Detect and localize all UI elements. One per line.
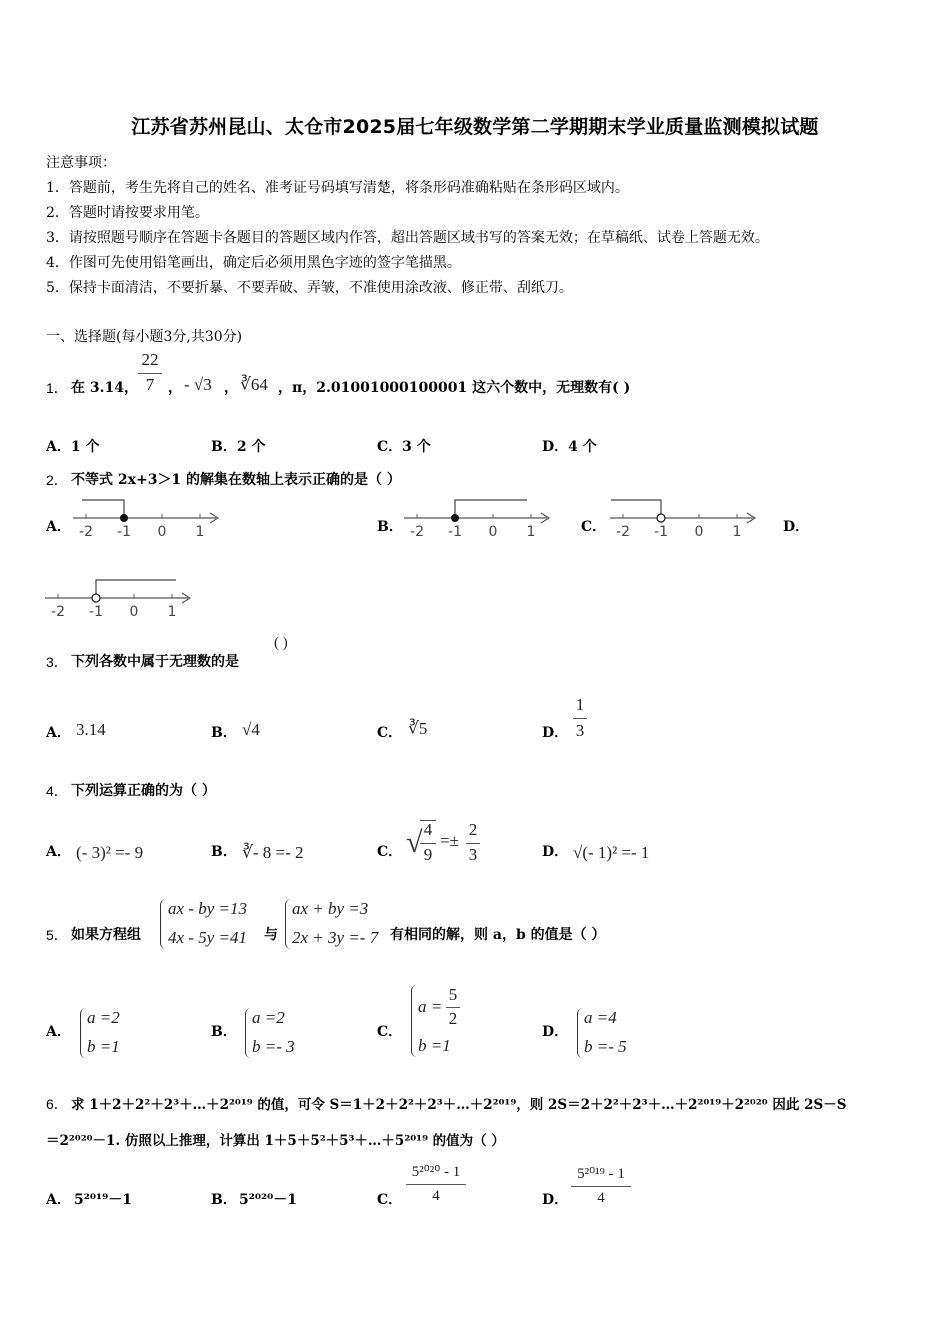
q1-frac-den: 7 — [145, 375, 155, 394]
note-item-5: 5．保持卡面清洁，不要折暴、不要弄破、弄皱，不准使用涂改液、修正带、刮纸刀。 — [46, 280, 573, 296]
tick-label: 1 — [732, 524, 742, 540]
question-number: 3． — [46, 654, 68, 670]
fraction-bar — [138, 373, 162, 374]
q5-option-c-top[interactable]: a = — [418, 997, 443, 1016]
tick-label: -2 — [410, 524, 424, 540]
q3-option-d-label[interactable]: D． — [542, 725, 569, 741]
q1-lead: 在 3.14， — [71, 380, 138, 396]
number-line-a — [68, 494, 228, 542]
q4-option-d[interactable]: √(- 1)² =- 1 — [573, 843, 650, 862]
tick-label: 1 — [167, 604, 177, 620]
q6-line2: ＝2²⁰²⁰－1. 仿照以上推理，计算出 1＋5＋5²＋5³＋…＋5²⁰¹⁹ 的值为（ ） — [46, 1133, 505, 1149]
q6-option-a-label[interactable]: A． — [46, 1192, 71, 1208]
q1-option-d[interactable]: D．4 个 — [542, 439, 597, 455]
q6-option-d-num[interactable]: 5²⁰¹⁹ - 1 — [577, 1166, 625, 1182]
page-title: 江苏省苏州昆山、太仓市2025届七年级数学第二学期期末学业质量监测模拟试题 — [131, 116, 819, 138]
q5-option-a-line1[interactable]: a =2 — [87, 1008, 120, 1027]
tick-label: 0 — [129, 604, 139, 620]
q5-lead: 如果方程组 — [71, 927, 141, 943]
q5-option-b-label[interactable]: B． — [211, 1024, 237, 1040]
q1-sep1: ， — [168, 380, 182, 396]
tick-label: 0 — [488, 524, 498, 540]
q6-option-a[interactable]: 5²⁰¹⁹－1 — [74, 1192, 133, 1208]
q5-option-c-bottom[interactable]: b =1 — [418, 1036, 451, 1055]
notes-heading: 注意事项： — [46, 155, 116, 171]
q5-mid: 与 — [264, 927, 278, 943]
q4-option-c-right-num[interactable]: 2 — [468, 820, 478, 839]
q3-option-c-label[interactable]: C． — [377, 725, 403, 741]
tick-label: -1 — [89, 604, 103, 620]
tick-label: -2 — [79, 524, 93, 540]
q5-sys1-eq1: ax - by =13 — [168, 899, 247, 918]
tick-label: -1 — [654, 524, 668, 540]
q5-option-b-line1[interactable]: a =2 — [252, 1008, 285, 1027]
q4-option-c-left-den[interactable]: 9 — [423, 845, 433, 864]
number-line-c — [605, 494, 765, 542]
q2-text: 不等式 2x+3＞1 的解集在数轴上表示正确的是（ ） — [71, 472, 401, 488]
q5-sys2-eq2: 2x + 3y =- 7 — [292, 928, 379, 947]
q3-text: 下列各数中属于无理数的是 — [71, 654, 239, 670]
system-brace — [80, 1008, 87, 1058]
fraction-bar — [573, 718, 587, 719]
q1-sep2: ， — [224, 380, 238, 396]
q2-option-c-label[interactable]: C． — [581, 519, 607, 535]
q4-option-d-label[interactable]: D． — [542, 844, 569, 860]
q5-option-c-den[interactable]: 2 — [448, 1009, 458, 1028]
system-brace — [285, 899, 292, 949]
q4-option-c-label[interactable]: C． — [377, 844, 403, 860]
q4-option-b[interactable]: ∛- 8 =- 2 — [242, 843, 304, 862]
q5-option-d-label[interactable]: D． — [542, 1024, 569, 1040]
system-brace — [245, 1008, 252, 1058]
q6-option-c-num[interactable]: 5²⁰²⁰ - 1 — [411, 1164, 461, 1180]
q5-sys1-eq2: 4x - 5y =41 — [168, 928, 247, 947]
q5-tail: 有相同的解，则 a，b 的值是（ ） — [390, 927, 606, 943]
q3-option-b[interactable]: √4 — [242, 720, 260, 739]
question-number: 1． — [46, 380, 68, 396]
fraction-bar — [571, 1186, 631, 1187]
q6-option-d-den[interactable]: 4 — [597, 1190, 605, 1206]
note-item-4: 4．作图可先使用铅笔画出，确定后必须用黑色字迹的签字笔描黑。 — [46, 255, 461, 271]
system-brace — [160, 899, 167, 949]
system-brace — [577, 1008, 584, 1058]
q1-neg-sqrt: - √3 — [184, 375, 212, 394]
q5-option-b-line2[interactable]: b =- 3 — [252, 1037, 295, 1056]
q3-option-b-label[interactable]: B． — [211, 725, 237, 741]
tick-label: -2 — [616, 524, 630, 540]
q4-option-c-right-den[interactable]: 3 — [468, 845, 478, 864]
q3-option-d-den[interactable]: 3 — [575, 721, 585, 740]
sqrt-sign: √ — [406, 826, 423, 859]
q6-option-b-label[interactable]: B． — [211, 1192, 237, 1208]
q1-tail: ，π，2.01001000100001 这六个数中，无理数有( ) — [278, 380, 631, 396]
question-number: 6． — [46, 1096, 68, 1112]
question-number: 4． — [46, 783, 68, 799]
q4-option-a-label[interactable]: A． — [46, 844, 71, 860]
q1-cbrt: ∛64 — [240, 375, 268, 394]
q2-option-b-label[interactable]: B． — [377, 519, 403, 535]
q2-option-d-label[interactable]: D． — [783, 519, 810, 535]
q4-option-a[interactable]: (- 3)² =- 9 — [76, 843, 144, 862]
number-line-d — [40, 574, 200, 622]
q1-option-a[interactable]: A．1 个 — [46, 439, 100, 455]
q6-option-c-label[interactable]: C． — [377, 1192, 403, 1208]
note-item-1: 1．答题前，考生先将自己的姓名、准考证号码填写清楚，将条形码准确粘贴在条形码区域内。 — [46, 180, 629, 196]
q4-option-c-mid[interactable]: =± — [440, 831, 459, 850]
fraction-bar — [466, 843, 480, 844]
q1-option-b[interactable]: B．2 个 — [211, 439, 266, 455]
q6-option-d-label[interactable]: D． — [542, 1192, 569, 1208]
q3-option-c[interactable]: ∛5 — [408, 719, 428, 738]
note-item-3: 3．请按照题号顺序在答题卡各题目的答题区域内作答，超出答题区域书写的答案无效；在草稿纸、试卷上答题无效。 — [46, 230, 769, 246]
q2-option-a-label[interactable]: A． — [46, 519, 71, 535]
q1-frac-num: 22 — [141, 350, 159, 369]
q3-option-a[interactable]: 3.14 — [76, 720, 106, 739]
question-number: 2． — [46, 472, 68, 488]
section-heading: 一、选择题(每小题3分,共30分) — [46, 329, 243, 345]
system-brace — [411, 985, 418, 1057]
tick-label: -2 — [51, 604, 65, 620]
q3-option-a-label[interactable]: A． — [46, 725, 71, 741]
q3-option-d-num[interactable]: 1 — [575, 695, 585, 714]
note-item-2: 2．答题时请按要求用笔。 — [46, 205, 209, 221]
question-number: 5． — [46, 927, 68, 943]
q4-option-c-left-num[interactable]: 4 — [423, 820, 433, 839]
q5-option-c-label[interactable]: C． — [377, 1024, 403, 1040]
fraction-bar — [406, 1184, 466, 1185]
tick-label: 0 — [694, 524, 704, 540]
q5-option-d-line2[interactable]: b =- 5 — [584, 1037, 627, 1056]
q5-option-d-line1[interactable]: a =4 — [584, 1008, 617, 1027]
fraction-bar — [420, 843, 436, 844]
q6-option-b[interactable]: 5²⁰²⁰－1 — [239, 1192, 298, 1208]
tick-label: 1 — [526, 524, 536, 540]
q6-option-c-den[interactable]: 4 — [432, 1188, 440, 1204]
q5-option-a-line2[interactable]: b =1 — [87, 1037, 120, 1056]
fraction-bar — [446, 1007, 460, 1008]
tick-label: -1 — [448, 524, 462, 540]
q1-option-c[interactable]: C．3 个 — [377, 439, 431, 455]
q5-option-a-label[interactable]: A． — [46, 1024, 71, 1040]
q4-text: 下列运算正确的为（ ） — [71, 783, 216, 799]
q6-line1: 求 1＋2＋2²＋2³＋…＋2²⁰¹⁹ 的值，可令 S＝1＋2＋2²＋2³＋…＋2²⁰¹⁹，则 2S＝2＋2²＋2³＋…＋2²⁰¹⁹＋2²⁰²⁰ 因此 2S－S — [71, 1097, 847, 1113]
tick-label: 0 — [157, 524, 167, 540]
q5-option-c-num[interactable]: 5 — [448, 985, 458, 1004]
q5-sys2-eq1: ax + by =3 — [292, 899, 369, 918]
tick-label: 1 — [195, 524, 205, 540]
tick-label: -1 — [117, 524, 131, 540]
q4-option-b-label[interactable]: B． — [211, 844, 237, 860]
q3-paren: ( ) — [274, 635, 288, 651]
number-line-b — [399, 494, 559, 542]
